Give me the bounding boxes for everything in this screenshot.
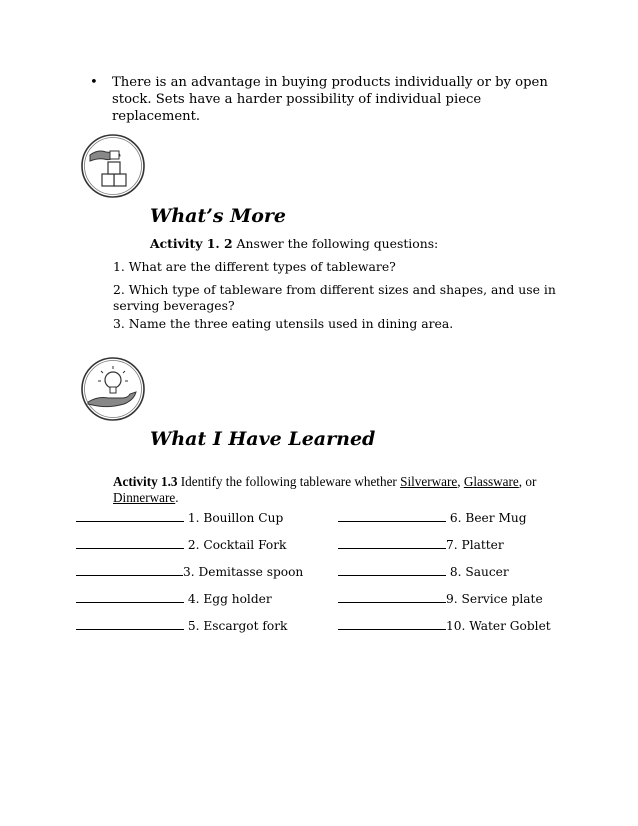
list-item: 4. Egg holder xyxy=(76,591,272,606)
answer-blank[interactable] xyxy=(76,510,184,522)
period: . xyxy=(175,490,179,505)
bullet-icon: • xyxy=(90,75,98,90)
option-glassware: Glassware xyxy=(463,474,519,489)
list-item: 10. Water Goblet xyxy=(338,618,551,633)
question-1: 1. What are the different types of tableware? xyxy=(113,259,396,274)
list-item: 6. Beer Mug xyxy=(338,510,527,525)
list-item: 1. Bouillon Cup xyxy=(76,510,283,525)
activity-1-3-instruction xyxy=(113,474,563,506)
option-dinnerware: Dinnerware xyxy=(113,490,176,505)
question-3: 3. Name the three eating utensils used in dining area. xyxy=(113,316,454,331)
answer-blank[interactable] xyxy=(76,537,184,549)
answer-blank[interactable] xyxy=(338,510,446,522)
list-item: 2. Cocktail Fork xyxy=(76,537,286,552)
answer-blank[interactable] xyxy=(338,564,446,576)
list-item: 8. Saucer xyxy=(338,564,509,579)
list-item: 3. Demitasse spoon xyxy=(76,564,303,579)
activity-label: Activity 1.3 xyxy=(113,474,178,489)
answer-blank[interactable] xyxy=(76,618,184,630)
activity-1-2-instruction xyxy=(150,236,438,251)
separator: , or xyxy=(518,474,537,489)
stacking-blocks-icon xyxy=(80,133,146,203)
section-title-what-i-have-learned: What I Have Learned xyxy=(150,428,376,450)
list-item: 7. Platter xyxy=(338,537,504,552)
option-silverware: Silverware xyxy=(400,474,458,489)
section-title-whats-more: What’s More xyxy=(150,205,286,227)
bullet-text: There is an advantage in buying products individually or by open stock. Sets have a harder possibility of individual piece replacement. xyxy=(112,75,548,124)
list-item: 5. Escargot fork xyxy=(76,618,287,633)
answer-blank[interactable] xyxy=(76,591,184,603)
activity-label: Activity 1. 2 xyxy=(150,236,233,251)
list-item: 9. Service plate xyxy=(338,591,543,606)
activity-text: Answer the following questions: xyxy=(232,236,439,251)
answer-blank[interactable] xyxy=(76,564,183,576)
answer-blank[interactable] xyxy=(338,591,446,603)
answer-blank[interactable] xyxy=(338,537,446,549)
answer-blank[interactable] xyxy=(338,618,446,630)
lightbulb-hand-icon xyxy=(80,356,146,426)
separator: , xyxy=(457,474,464,489)
activity-text: Identify the following tableware whether xyxy=(177,474,401,489)
question-2: 2. Which type of tableware from different sizes and shapes, and use in serving beverages? xyxy=(113,282,556,313)
